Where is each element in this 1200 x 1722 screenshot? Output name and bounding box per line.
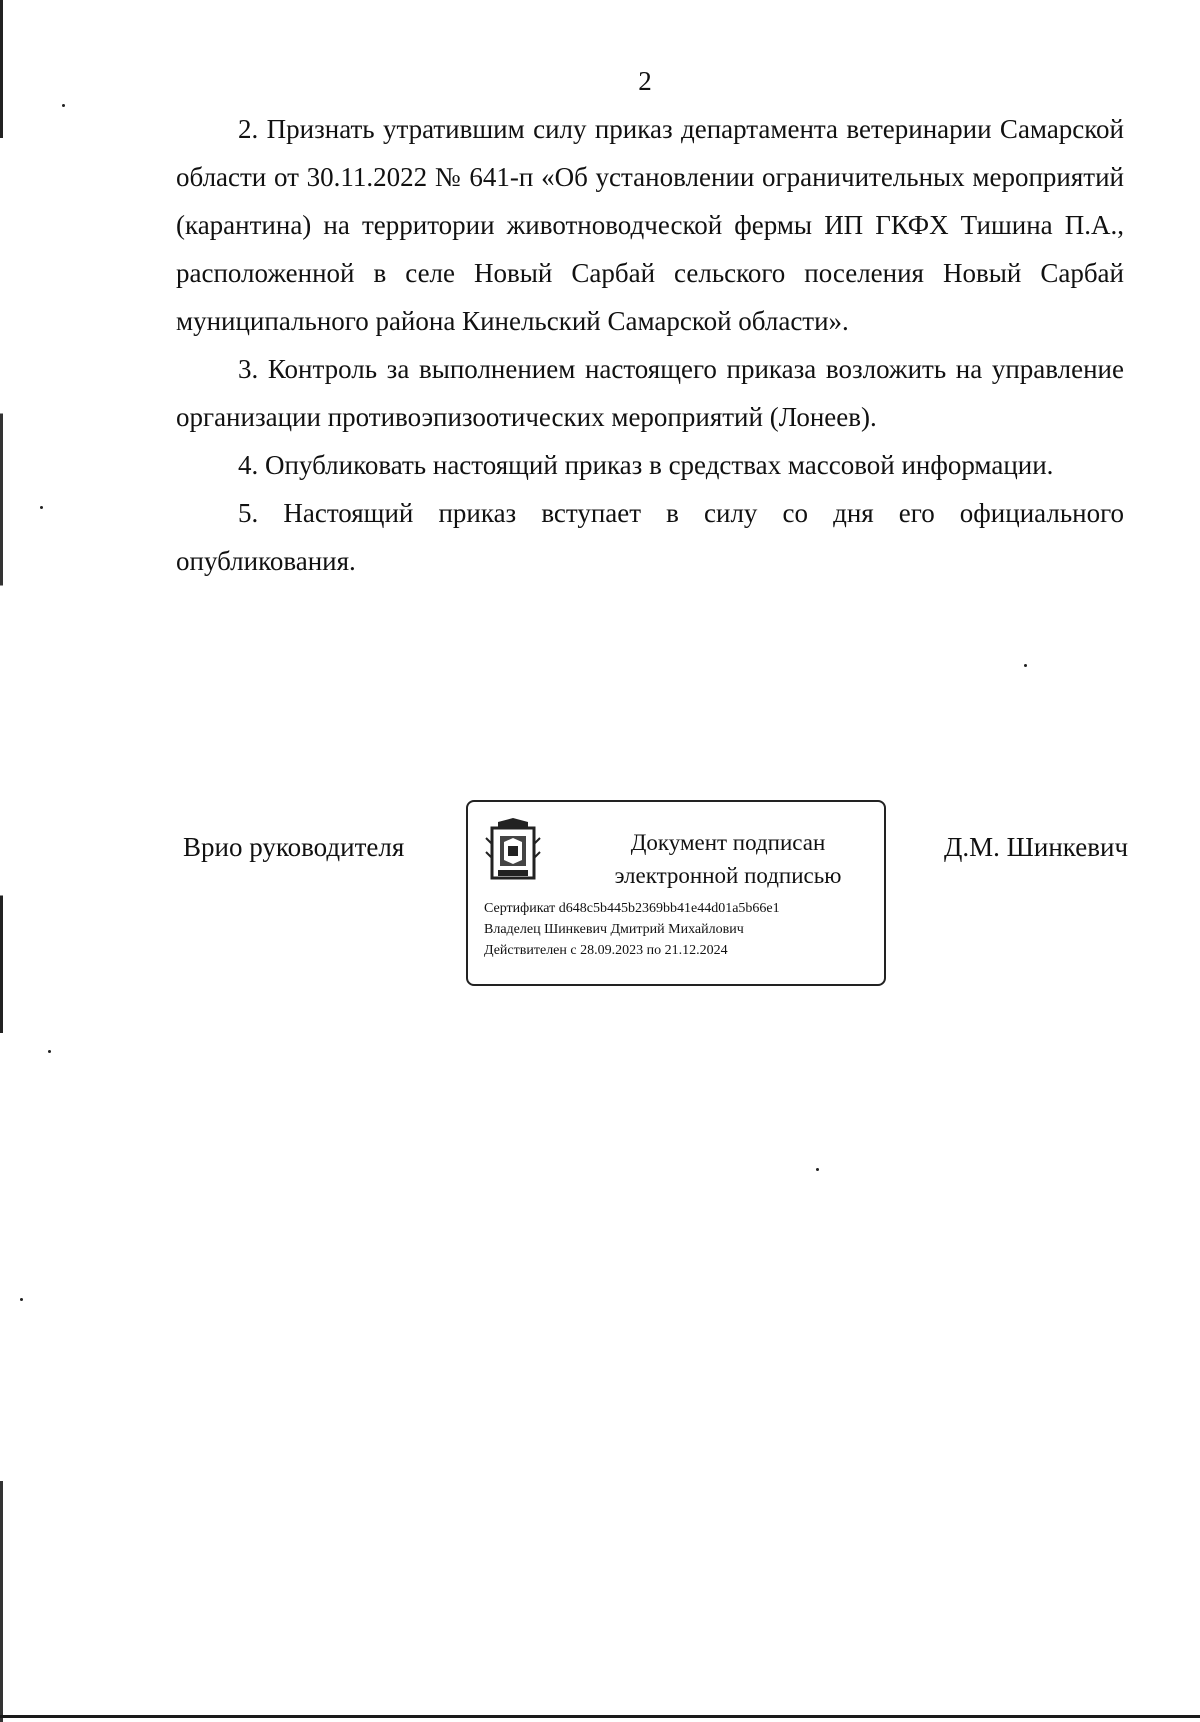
scan-speck [20,1298,23,1301]
scan-speck [40,506,43,509]
paragraph-5: 5. Настоящий приказ вступает в силу со дня его официального опубликования. [176,498,1124,576]
signature-details [484,898,780,961]
page-number: 2 [638,66,652,96]
validity-line: Действителен с 28.09.2023 по 21.12.2024 [484,943,728,958]
signature-title-line2: электронной подписью [614,863,842,888]
signature-title [578,826,878,892]
electronic-signature-stamp [466,800,886,986]
coat-of-arms-icon [484,818,542,884]
paragraph-4: 4. Опубликовать настоящий приказ в средствах массовой информации. [238,450,1054,480]
scan-speck [816,1168,819,1171]
scan-speck [62,104,65,107]
scan-speck [48,1050,51,1053]
signatory-title: Врио руководителя [183,832,405,862]
scan-edge-bottom [0,1715,1200,1718]
order-body [176,105,1124,585]
signatory-name: Д.М. Шинкевич [944,832,1129,862]
paragraph-2: 2. Признать утратившим силу приказ департамента ветеринарии Самарской области от 30.11.2022 № 641-п «Об установлении ограничительных мероприятий (карантина) на территории животноводческой фермы ИП ГКФХ Тишина П.А., расположенной в селе Новый Сарбай сельского поселения Новый Сарбай муниципального района Кинельский Самарской области». [176,114,1124,336]
scan-speck [1024,664,1027,667]
paragraph-3: 3. Контроль за выполнением настоящего приказа возложить на управление организации противоэпизоотических мероприятий (Лонеев). [176,354,1124,432]
scan-edge-left [0,0,3,1722]
certificate-line: Сертификат d648c5b445b2369bb41e44d01a5b66e1 [484,901,780,916]
owner-line: Владелец Шинкевич Дмитрий Михайлович [484,922,744,937]
signature-title-line1: Документ подписан [630,830,826,855]
